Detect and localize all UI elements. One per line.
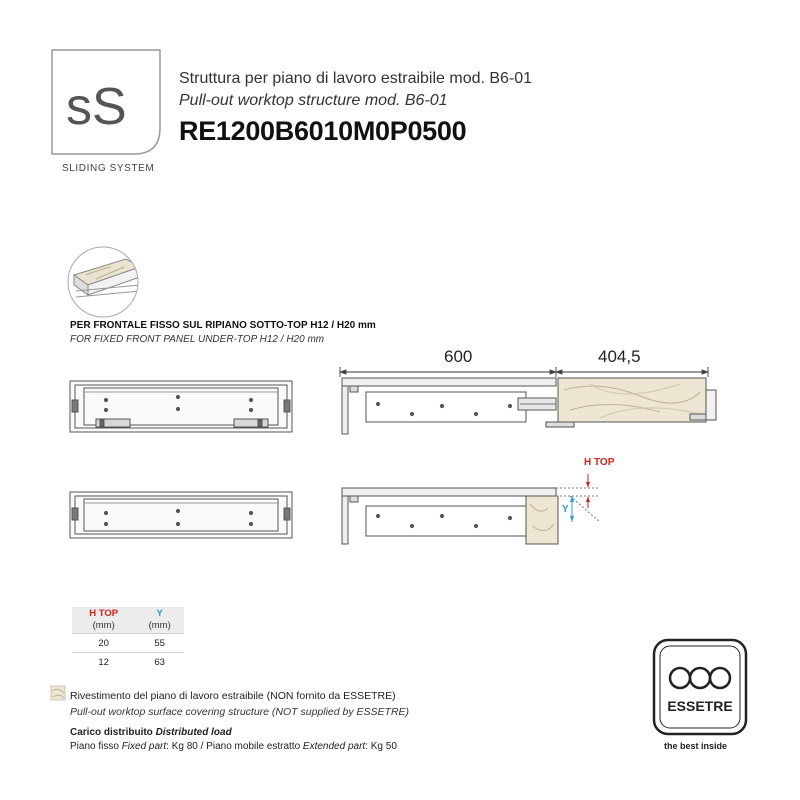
table-row: 12 63 <box>72 653 184 672</box>
y-label: Y <box>562 504 569 515</box>
covering-note-it: Rivestimento del piano di lavoro estraibile (NON fornito da ESSETRE) <box>70 690 396 702</box>
side-view-extended <box>340 367 716 434</box>
section-title: PER FRONTALE FISSO SUL RIPIANO SOTTO-TOP H12 / H20 mm <box>70 320 376 331</box>
header-y: Y (mm) <box>135 607 184 634</box>
essetre-name: ESSETRE <box>667 698 733 714</box>
spec-table <box>72 607 184 671</box>
dim-extended-label: 404,5 <box>598 347 641 366</box>
front-view-bottom <box>70 492 292 538</box>
product-code: RE1200B6010M0P0500 <box>179 116 467 146</box>
logo-subtitle: SLIDING SYSTEM <box>62 163 155 174</box>
covering-swatch-icon <box>50 685 66 701</box>
title-english: Pull-out worktop structure mod. B6-01 <box>179 92 448 109</box>
essetre-tagline: the best inside <box>664 741 728 751</box>
load-values: Piano fisso Fixed part: Kg 80 / Piano mobile estratto Extended part: Kg 50 <box>70 741 397 752</box>
table-row: 20 55 <box>72 634 184 653</box>
logo-letters: sS <box>66 78 127 136</box>
htop-label: H TOP <box>584 457 615 468</box>
dim-fixed-label: 600 <box>444 347 473 366</box>
covering-note-en: Pull-out worktop surface covering structure (NOT supplied by ESSETRE) <box>70 706 410 718</box>
section-subtitle: FOR FIXED FRONT PANEL UNDER-TOP H12 / H20 mm <box>70 334 325 345</box>
essetre-logo <box>652 638 748 736</box>
load-title: Carico distribuito Distributed load <box>70 727 232 738</box>
front-view-top <box>70 381 292 432</box>
title-italian: Struttura per piano di lavoro estraibile mod. B6-01 <box>179 70 533 87</box>
header-htop: H TOP (mm) <box>72 607 135 634</box>
